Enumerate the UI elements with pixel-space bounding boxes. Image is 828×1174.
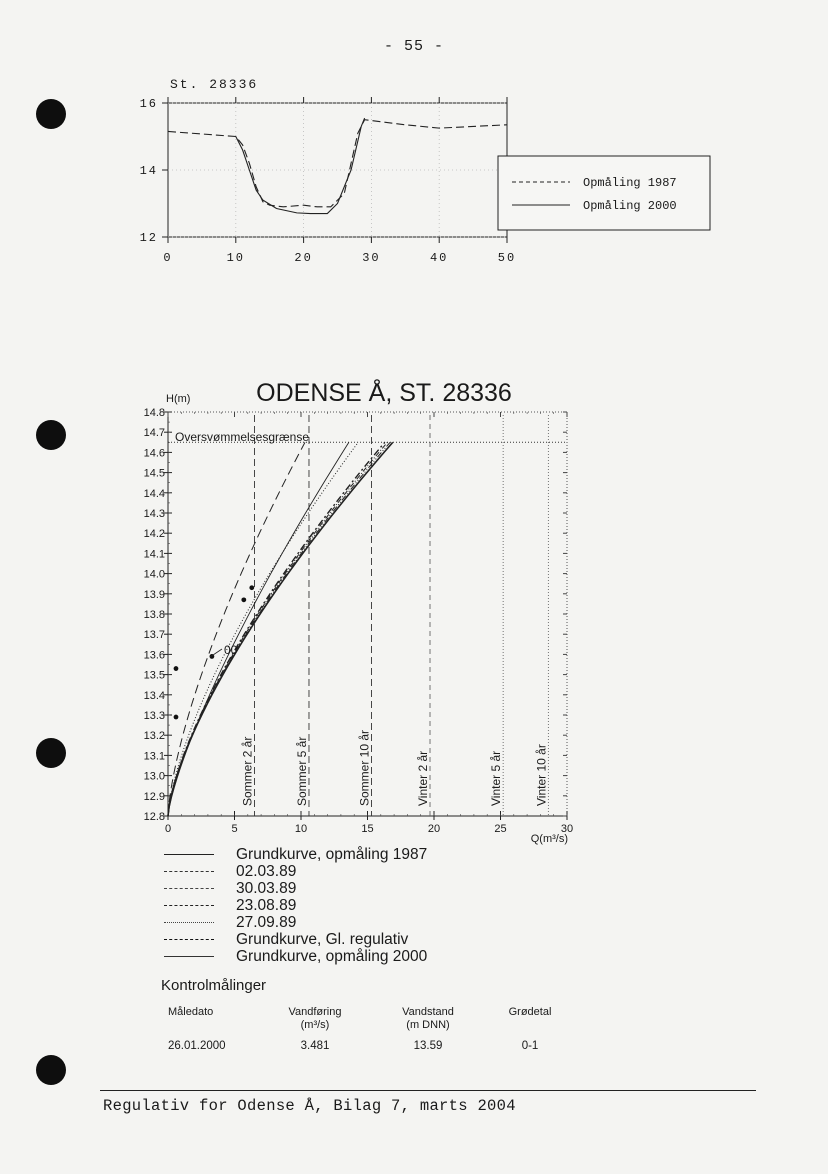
y-tick-label: 12.9 <box>143 790 165 803</box>
y-tick-label: 13.8 <box>143 609 165 621</box>
y-tick-label: 13.4 <box>143 689 165 702</box>
cross-section-chart <box>0 0 828 300</box>
rating-curve <box>168 442 358 816</box>
x-tick-label: 50 <box>497 251 517 265</box>
legend-label: 30.03.89 <box>236 880 297 897</box>
legend-label: 02.03.89 <box>236 863 297 880</box>
cell-date: 26.01.2000 <box>168 1040 226 1052</box>
x-tick-label: 20 <box>427 823 441 835</box>
legend-swatch <box>164 939 214 940</box>
legend-swatch <box>164 922 214 923</box>
rating-curve <box>168 442 349 816</box>
y-tick-label: 14.2 <box>143 528 165 541</box>
rating-curve <box>168 442 387 816</box>
y-tick-label: 14.7 <box>143 427 165 440</box>
x-tick-label: 25 <box>494 823 507 835</box>
y-tick-label: 14.1 <box>143 548 165 561</box>
series-line <box>236 118 365 213</box>
y-tick-label: 13.1 <box>143 750 165 763</box>
measurement-point <box>174 666 179 671</box>
rating-chart-title: ODENSE Å, ST. 28336 <box>256 379 512 407</box>
series-line <box>168 120 507 207</box>
cell-groedetal: 0-1 <box>521 1040 539 1052</box>
y-tick-label: 16 <box>139 97 158 111</box>
rating-curve-chart <box>0 370 828 850</box>
cross-section-legend <box>498 156 710 230</box>
x-tick-label: 10 <box>294 823 308 835</box>
curve-label-00: 00 <box>224 643 238 657</box>
flood-limit-label: Oversvømmelsesgrænse <box>175 430 310 444</box>
x-tick-label: 5 <box>231 823 238 835</box>
y-tick-label: 13.5 <box>143 669 165 682</box>
page-number: - 55 - <box>383 38 444 55</box>
x-tick-label: 15 <box>361 823 374 835</box>
rating-curve <box>168 442 305 816</box>
legend-label: 23.08.89 <box>236 897 297 914</box>
x-axis-label: Q(m³/s) <box>530 833 568 845</box>
reference-label: Vinter 5 år <box>489 750 504 806</box>
y-tick-label: 14.3 <box>143 508 165 520</box>
kontrol-title: Kontrolmålinger <box>161 977 267 994</box>
binder-hole <box>36 1055 66 1085</box>
y-axis-label: H(m) <box>166 393 191 405</box>
legend-label-1987: Opmåling 1987 <box>583 176 677 190</box>
legend-swatch <box>164 854 214 855</box>
reference-label: Vinter 2 år <box>416 750 431 806</box>
y-tick-label: 13.3 <box>143 710 165 722</box>
y-tick-label: 14 <box>139 164 158 178</box>
x-tick-label: 0 <box>164 823 172 835</box>
y-tick-label: 13.0 <box>143 770 165 783</box>
measurement-point <box>174 715 179 720</box>
legend-label: Grundkurve, opmåling 1987 <box>236 846 428 863</box>
x-tick-label: 10 <box>226 251 246 265</box>
legend-swatch <box>164 956 214 957</box>
y-tick-label: 14.6 <box>143 447 165 460</box>
header-vandstand: Vandstand (m DNN) <box>402 1006 454 1031</box>
reference-label: Sommer 2 år <box>240 736 255 806</box>
header-groedetal: Grødetal <box>508 1006 552 1018</box>
y-tick-label: 14.4 <box>143 487 165 500</box>
measurement-point <box>241 597 246 602</box>
legend-label-2000: Opmåling 2000 <box>583 199 677 213</box>
legend-swatch <box>164 905 214 906</box>
y-tick-label: 12 <box>139 231 158 245</box>
reference-label: Vinter 10 år <box>534 744 549 806</box>
x-tick-label: 0 <box>163 251 173 265</box>
footer-rule <box>100 1090 756 1091</box>
header-vandfoering: Vandføring (m³/s) <box>288 1006 342 1031</box>
y-tick-label: 14.0 <box>143 568 165 581</box>
cell-level: 13.59 <box>413 1040 443 1052</box>
y-tick-label: 14.5 <box>143 467 165 480</box>
measurement-point <box>249 585 254 590</box>
y-tick-label: 13.9 <box>143 588 165 601</box>
legend-label: Grundkurve, Gl. regulativ <box>236 931 409 948</box>
legend-label: Grundkurve, opmåling 2000 <box>236 948 428 965</box>
x-tick-label: 30 <box>560 823 574 835</box>
y-tick-label: 13.7 <box>143 629 165 642</box>
y-tick-label: 13.6 <box>143 649 165 662</box>
cell-flow: 3.481 <box>300 1040 330 1052</box>
reference-label: Sommer 5 år <box>294 736 309 806</box>
header-maaledato: Måledato <box>168 1006 214 1018</box>
reference-label: Sommer 10 år <box>357 729 372 806</box>
x-tick-label: 40 <box>429 251 449 265</box>
y-tick-label: 12.8 <box>143 811 165 823</box>
y-tick-label: 13.2 <box>143 730 165 743</box>
x-tick-label: 20 <box>294 251 313 265</box>
cross-section-title: St. 28336 <box>170 77 259 92</box>
x-tick-label: 30 <box>362 251 381 265</box>
y-tick-label: 14.8 <box>143 407 165 419</box>
footer-text: Regulativ for Odense Å, Bilag 7, marts 2004 <box>103 1097 516 1115</box>
legend-label: 27.09.89 <box>236 914 297 931</box>
legend-swatch <box>164 871 214 872</box>
legend-swatch <box>164 888 214 889</box>
